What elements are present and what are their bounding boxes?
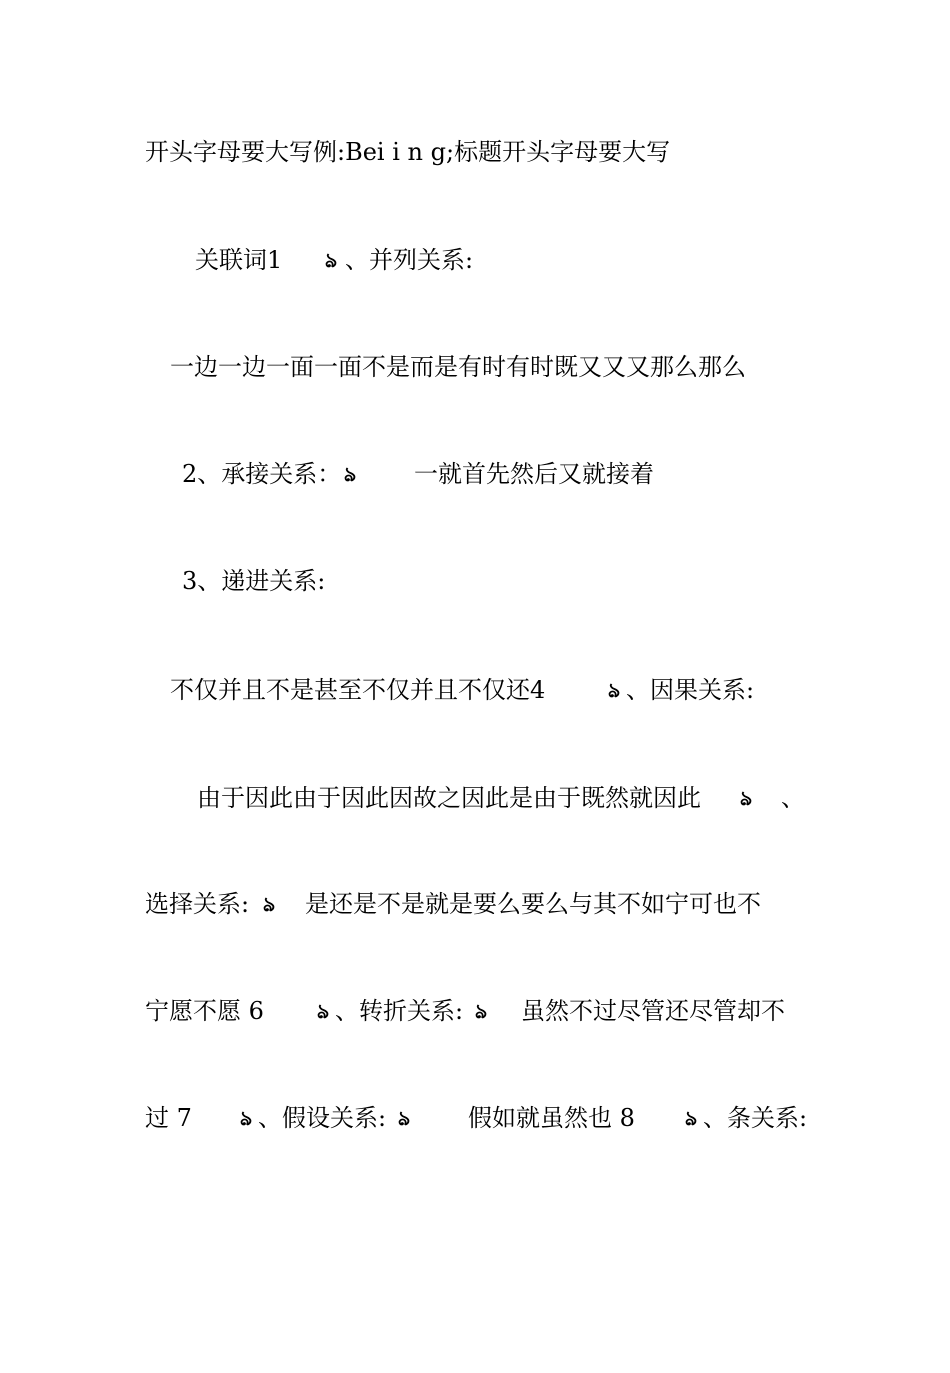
line-9-glyph-2: ঌ (475, 999, 488, 1023)
line-3-text: 一边一边一面一面不是而是有时有时既又又又那么那么 (170, 353, 746, 381)
line-10-glyph-2: ঌ (398, 1106, 411, 1130)
line-8-glyph: ঌ (263, 892, 276, 916)
text-line-10 (145, 1103, 808, 1373)
line-8-text-b: 是还是不是就是要么要么与其不如宁可也不 (305, 890, 761, 918)
line-7-text-a: 由于因此由于因此因故之因此是由于既然就因此 (197, 784, 701, 812)
text-line-1 (145, 137, 671, 227)
line-2-text-b: 、并列关系: (345, 246, 474, 274)
line-4-text-a: 2、承接关系： (182, 460, 342, 488)
line-10-glyph-3: ঌ (685, 1106, 698, 1130)
line-2-text-a: 关联词1 (195, 246, 283, 274)
line-4-text-b: 一就首先然后又就接着 (414, 460, 654, 488)
text-line-5 (182, 566, 326, 656)
line-5-text: 3、递进关系: (182, 567, 326, 595)
line-10-text-c: 假如就虽然也 8 (468, 1104, 635, 1132)
line-6-text-a: 不仅并且不是甚至不仅并且不仅还4 (170, 676, 546, 704)
line-7-glyph: ঌ (740, 786, 753, 810)
line-8-text-a: 选择关系: (145, 890, 250, 918)
line-10-text-a: 过 7 (145, 1104, 192, 1132)
line-4-glyph: ঌ (344, 462, 357, 486)
line-10-text-b: 、假设关系: (258, 1104, 387, 1132)
line-2-glyph: ঌ (325, 248, 338, 272)
line-6-glyph: ঌ (608, 678, 621, 702)
line-10-text-d: 、条关系: (703, 1104, 808, 1132)
line-9-text-a: 宁愿不愿 6 (145, 997, 264, 1025)
line-1-text: 开头字母要大写例:Bei i n g;标题开头字母要大写 (145, 138, 671, 166)
text-line-3 (170, 352, 746, 442)
line-6-text-b: 、因果关系: (626, 676, 755, 704)
line-9-text-b: 、转折关系: (335, 997, 464, 1025)
line-7-text-b: 、 (781, 784, 805, 812)
line-10-glyph-1: ঌ (240, 1106, 253, 1130)
line-9-glyph-1: ঌ (317, 999, 330, 1023)
line-9-text-c: 虽然不过尽管还尽管却不 (521, 997, 785, 1025)
